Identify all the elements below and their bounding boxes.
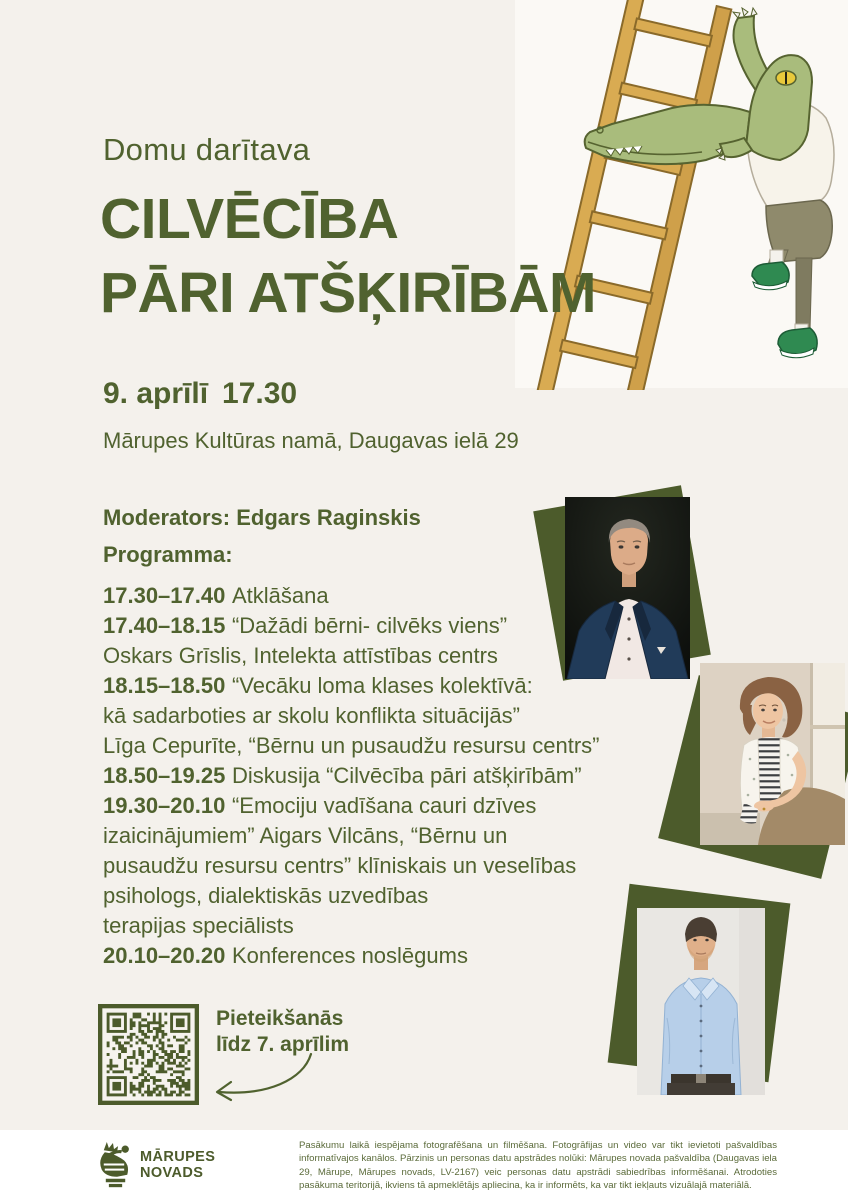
- program-line: 20.10–20.20 Konferences noslēgums: [103, 943, 468, 968]
- program-line: Līga Cepurīte, “Bērnu un pusaudžu resursu centrs”: [103, 733, 600, 758]
- speaker-photo-3: [637, 908, 765, 1095]
- program-line: izaicinājumiem” Aigars Vilcāns, “Bērnu un: [103, 823, 508, 848]
- speaker-photo-2: [700, 663, 845, 845]
- program-line: terapijas speciālists: [103, 913, 294, 938]
- qr-code: [98, 1004, 199, 1105]
- marupes-novads-logo-icon: [96, 1141, 134, 1188]
- program-line: Oskars Grīslis, Intelekta attīstības centrs: [103, 643, 498, 668]
- event-time: 17.30: [222, 377, 298, 410]
- curved-arrow-icon: [205, 1050, 317, 1102]
- event-date: 9. aprīlī: [103, 377, 209, 410]
- event-venue: Mārupes Kultūras namā, Daugavas ielā 29: [103, 428, 519, 453]
- program-list: [103, 581, 600, 971]
- program-line: psihologs, dialektiskās uzvedības: [103, 883, 429, 908]
- program-line: 18.50–19.25 Diskusija “Cilvēcība pāri atšķirībām”: [103, 763, 582, 788]
- program-line: 17.30–17.40 Atklāšana: [103, 583, 329, 608]
- program-line: 17.40–18.15 “Dažādi bērni- cilvēks viens”: [103, 613, 508, 638]
- program-line: kā sadarboties ar skolu konflikta situācijās”: [103, 703, 520, 728]
- title-line-2: PĀRI ATŠĶIRĪBĀM: [100, 261, 596, 325]
- title-line-1: CILVĒCĪBA: [100, 187, 399, 251]
- poster-title: [100, 182, 596, 330]
- kicker-text: Domu darītava: [103, 132, 311, 167]
- footer-disclaimer: Pasākumu laikā iespējama fotografēšana un filmēšana. Fotogrāfijas un video var tikt ievietoti pašvaldības informatīvajos kanālos. Pārzinis un personas datu apstrādes nolūki: Mārupes novada pašvaldība (Daugavas iela 29, Mārupe, Mārupes novads, LV-2167) veic personas datu apstrādi sabiedrības informēšanai. Atrodoties pasākuma teritorijā, ikviens tā apmeklētājs apliecina, ka ir informēts, ka var tikt iekļauts vizuālajā materiālā.: [299, 1140, 777, 1191]
- moderator-line: Moderators: Edgars Raginskis: [103, 505, 421, 530]
- speaker-photo-1: [565, 497, 690, 679]
- program-line: pusaudžu resursu centrs” klīniskais un veselības: [103, 853, 577, 878]
- program-line: 18.15–18.50 “Vecāku loma klases kolektīvā:: [103, 673, 533, 698]
- registration-line-1: Pieteikšanās: [216, 1007, 344, 1030]
- marupes-novads-logo-text: MĀRUPES NOVADS: [140, 1149, 216, 1181]
- event-datetime: [103, 377, 297, 411]
- registration-line-2: līdz 7. aprīlim: [216, 1033, 350, 1056]
- program-heading: Programma:: [103, 542, 233, 567]
- program-line: 19.30–20.10 “Emociju vadīšana cauri dzīves: [103, 793, 537, 818]
